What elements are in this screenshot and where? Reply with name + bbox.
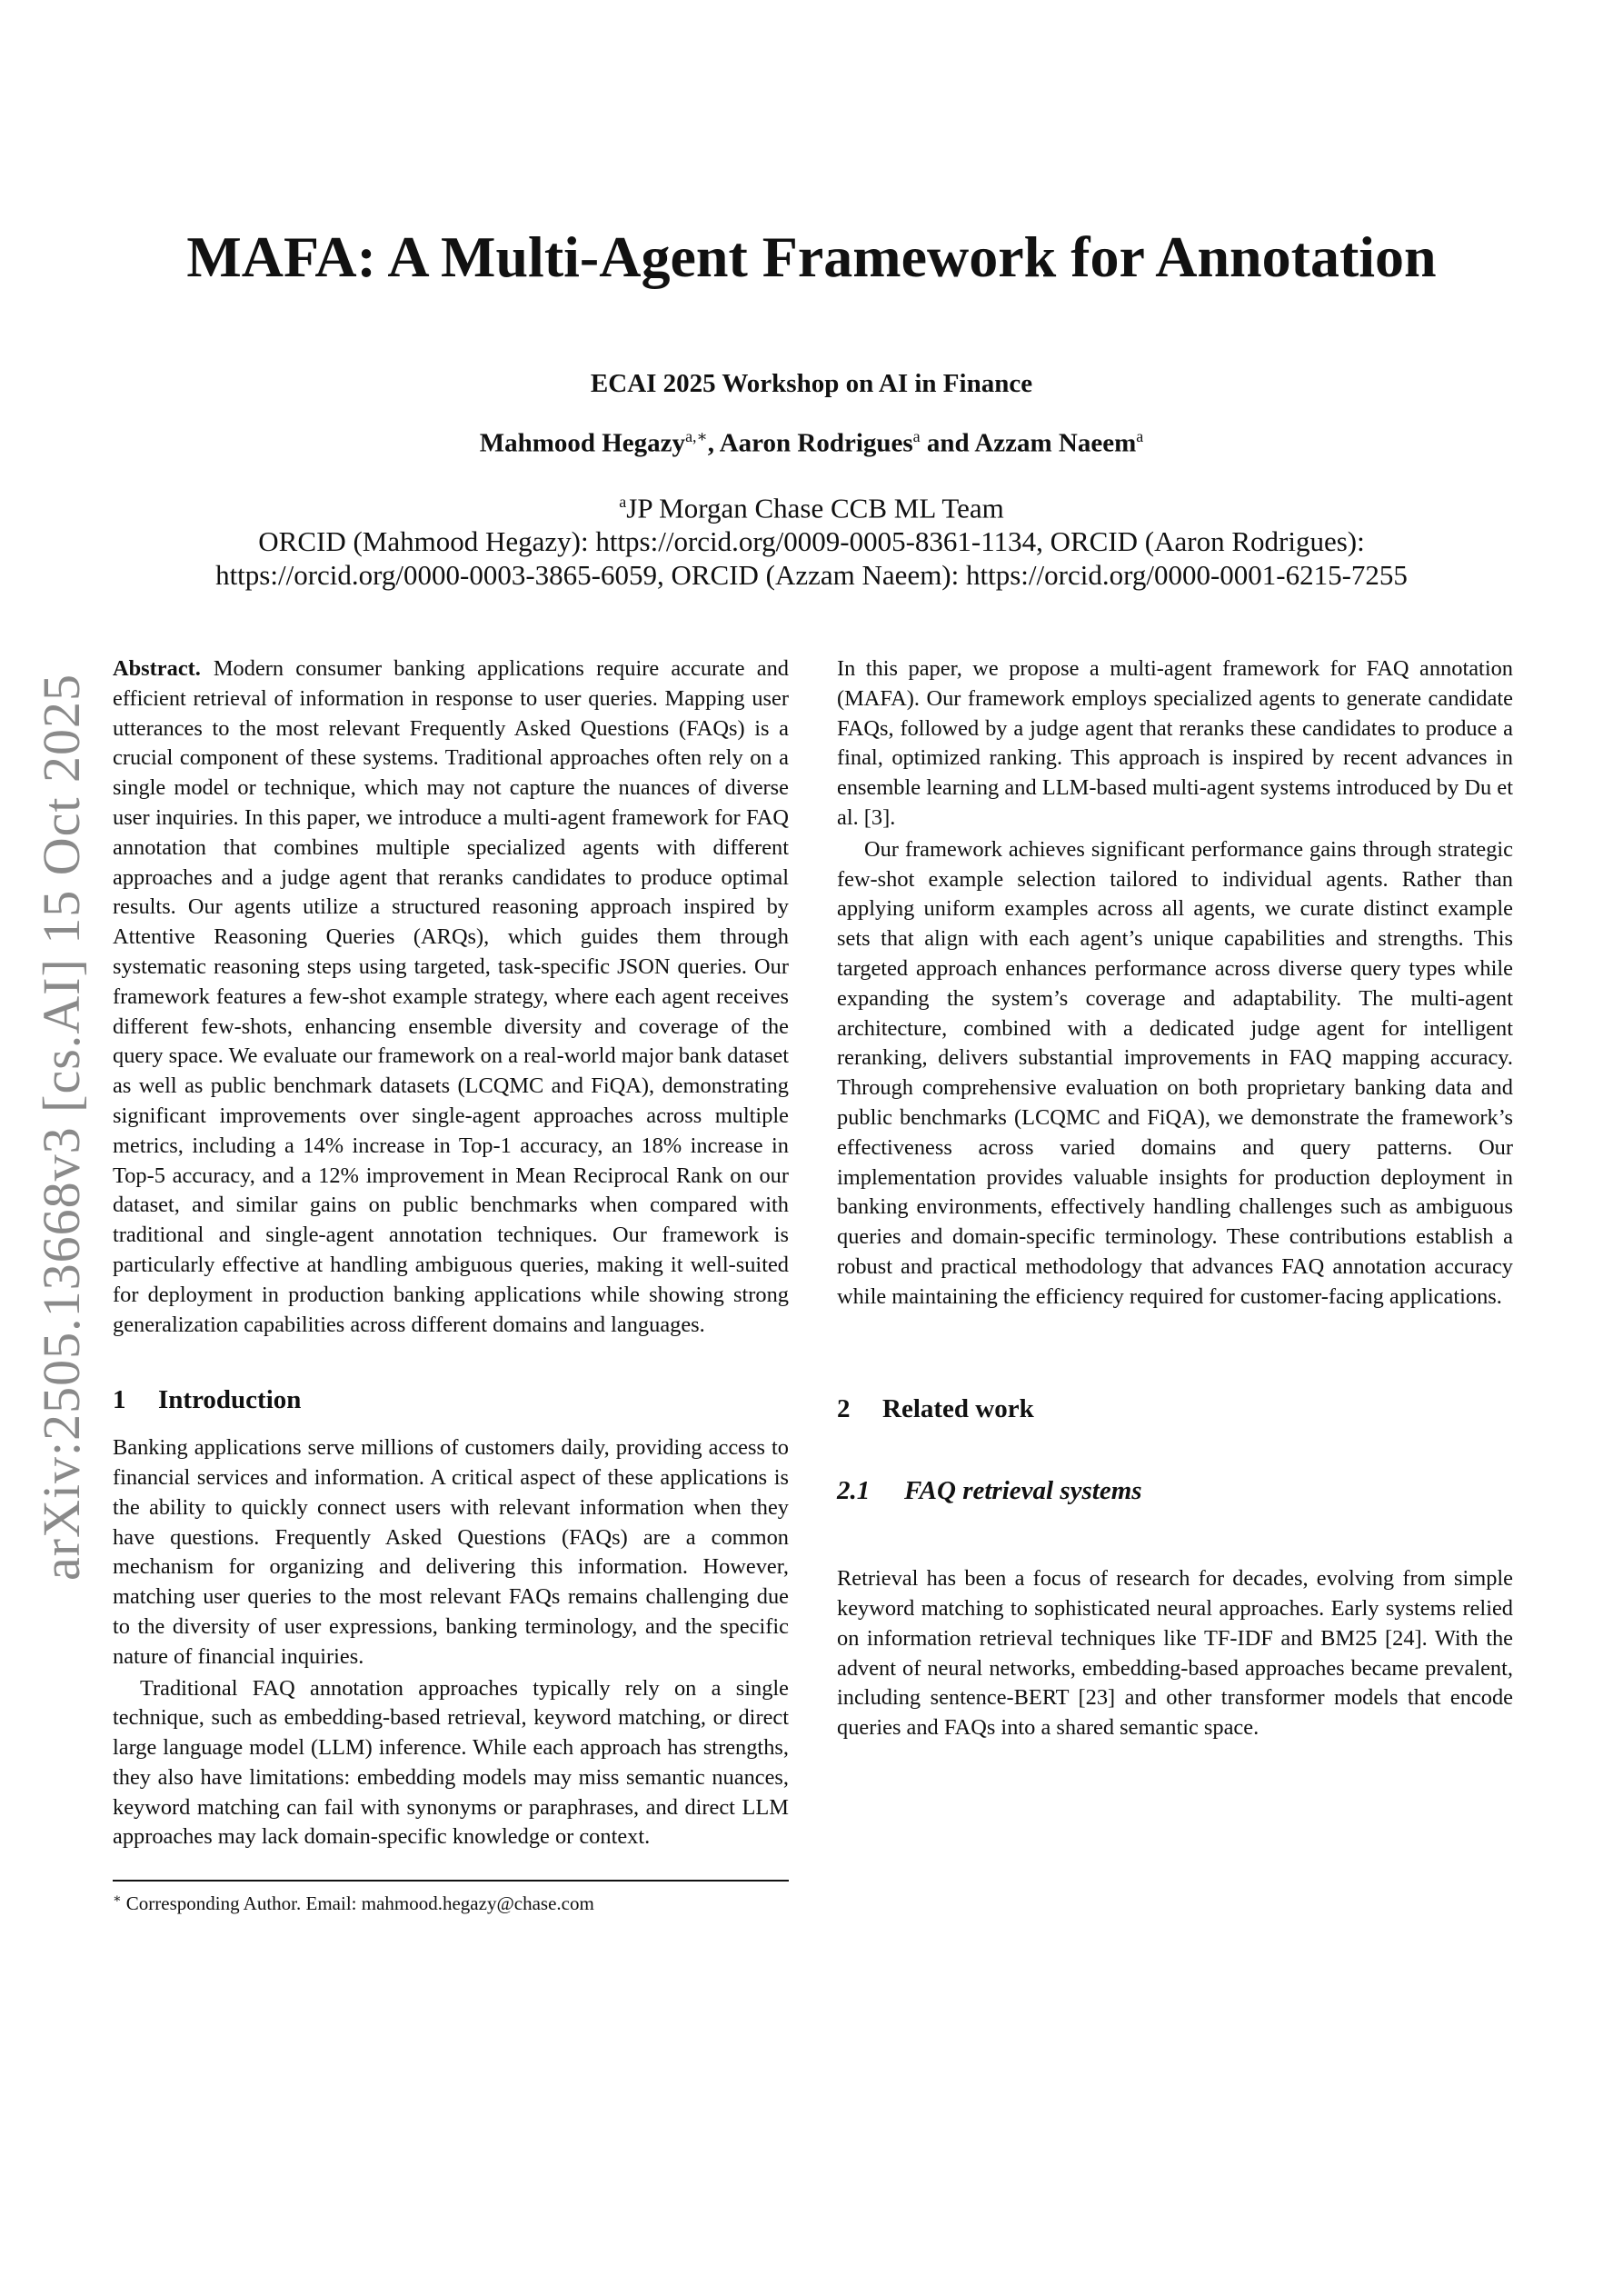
affiliation-block: [0, 485, 1623, 592]
left-column: [113, 654, 789, 1852]
body-paragraph: In this paper, we propose a multi-agent framework for FAQ annotation (MAFA). Our framework employs specialized agents to generate candidate FAQs, followed by a judge agent that reranks these candidates to produce a final, optimized ranking. This approach is inspired by recent advances in ensemble learning and LLM-based multi-agent systems introduced by Du et al. [3].: [837, 656, 1513, 830]
orcid-line: ORCID (Mahmood Hegazy): https://orcid.org/0009-0005-8361-1134, ORCID (Aaron Rodrigues):: [258, 525, 1365, 558]
author-separator: ,: [707, 428, 720, 458]
author-affil-mark: a: [1136, 427, 1144, 445]
affiliation-mark: a: [619, 493, 627, 511]
subsection-heading-faq-retrieval: [837, 1476, 1513, 1506]
abstract-text: Modern consumer banking applications require accurate and efficient retrieval of information in response to user queries. Mapping user utterances to the most relevant Frequently Asked Questions (FAQs) is a crucial component of these systems. Traditional approaches often rely on a single model or technique, which may not capture the nuances of diverse user inquiries. In this paper, we introduce a multi-agent framework for FAQ annotation that combines multiple specialized agents with different approaches and a judge agent that reranks candidates to produce optimal results. Our agents utilize a structured reasoning approach inspired by Attentive Reasoning Queries (ARQs), which guides them through systematic reasoning steps using targeted, task-specific JSON queries. Our framework features a few-shot example strategy, where each agent receives different few-shots, enhancing ensemble diversity and coverage of the query space. We evaluate our framework on a real-world major bank dataset as well as public benchmark datasets (LCQMC and FiQA), demonstrating significant improvements over single-agent approaches across multiple metrics, including a 14% increase in Top-1 accuracy, an 18% increase in Top-5 accuracy, and a 12% improvement in Mean Reciprocal Rank on our dataset, and similar gains on public benchmarks when compared with traditional and single-agent annotation techniques. Our framework is particularly effective at handling ambiguous queries, making it well-suited for deployment in production banking applications while showing strong generalization capabilities across different domains and languages.: [113, 656, 789, 1337]
affiliation-name: JP Morgan Chase CCB ML Team: [626, 492, 1004, 524]
body-paragraph: Banking applications serve millions of customers daily, providing access to financial services and information. A critical aspect of these applications is the ability to quickly connect users with relevant information when they have questions. Frequently Asked Questions (FAQs) are a common mechanism for organizing and delivering this information. However, matching user queries to the most relevant FAQs remains challenging due to the diversity of user expressions, banking terminology, and the specific nature of financial inquiries.: [113, 1435, 789, 1669]
footnote-divider: [113, 1880, 789, 1882]
section-title: Related work: [882, 1393, 1034, 1423]
abstract-paragraph: [113, 654, 789, 1340]
author-list: [0, 427, 1623, 459]
footnote-text: Corresponding Author. Email: mahmood.hegazy@chase.com: [125, 1892, 594, 1914]
abstract-label: Abstract.: [113, 656, 201, 681]
author-name: Mahmood Hegazy: [479, 428, 686, 458]
paper-title: MAFA: A Multi-Agent Framework for Annotation: [186, 225, 1437, 289]
section-heading-introduction: [113, 1385, 789, 1415]
section-heading-related-work: [837, 1394, 1513, 1424]
subsection-title: FAQ retrieval systems: [904, 1476, 1142, 1506]
author-name: Azzam Naeem: [974, 428, 1137, 458]
section-number: 2: [837, 1393, 851, 1423]
body-paragraph: Our framework achieves significant performance gains through strategic few-shot example selection tailored to individual agents. Rather than applying uniform examples across all agents, we curate distinct example sets that align with each agent’s unique capabilities and strengths. This targeted approach enhances performance across diverse query types while expanding the system’s coverage and adaptability. The multi-agent architecture, combined with a dedicated judge agent for intelligent reranking, delivers substantial improvements in FAQ mapping accuracy. Through comprehensive evaluation on both proprietary banking data and public benchmarks (LCQMC and FiQA), we demonstrate the framework’s effectiveness across varied domains and query patterns. Our implementation provides valuable insights for production deployment in banking environments, effectively handling challenges such as ambiguous queries and domain-specific terminology. These contributions establish a robust and practical methodology that advances FAQ annotation accuracy while maintaining the efficiency required for customer-facing applications.: [837, 836, 1513, 1309]
author-affil-mark: a,∗: [685, 427, 708, 445]
footnote: [113, 1887, 789, 1916]
subsection-number: 2.1: [837, 1476, 871, 1506]
affiliation-org: [0, 485, 1623, 524]
venue-line: ECAI 2025 Workshop on AI in Finance: [590, 369, 1033, 398]
section-number: 1: [113, 1385, 126, 1415]
author-separator: and: [920, 428, 975, 458]
arxiv-identifier: arXiv:2505.13668v3 [cs.AI] 15 Oct 2025: [32, 673, 91, 1582]
right-column: [837, 654, 1513, 1743]
author-name: Aaron Rodrigues: [719, 428, 913, 458]
footnote-mark: ∗: [113, 1892, 122, 1906]
author-affil-mark: a: [912, 427, 921, 445]
body-paragraph: Traditional FAQ annotation approaches typically rely on a single technique, such as embedding-based retrieval, keyword matching, or direct large language model (LLM) inference. While each approach has strengths, they also have limitations: embedding models may miss semantic nuances, keyword matching can fail with synonyms or paraphrases, and direct LLM approaches may lack domain-specific knowledge or context.: [113, 1675, 789, 1850]
body-paragraph: Retrieval has been a focus of research for decades, evolving from simple keyword matching to sophisticated neural approaches. Early systems relied on information retrieval techniques like TF-IDF and BM25 [24]. With the advent of neural networks, embedding-based approaches became prevalent, including sentence-BERT [23] and other transformer models that encode queries and FAQs into a shared semantic space.: [837, 1566, 1513, 1741]
section-title: Introduction: [158, 1385, 302, 1415]
orcid-line: https://orcid.org/0000-0003-3865-6059, ORCID (Azzam Naeem): https://orcid.org/0000-0001-6215-7255: [215, 559, 1408, 592]
